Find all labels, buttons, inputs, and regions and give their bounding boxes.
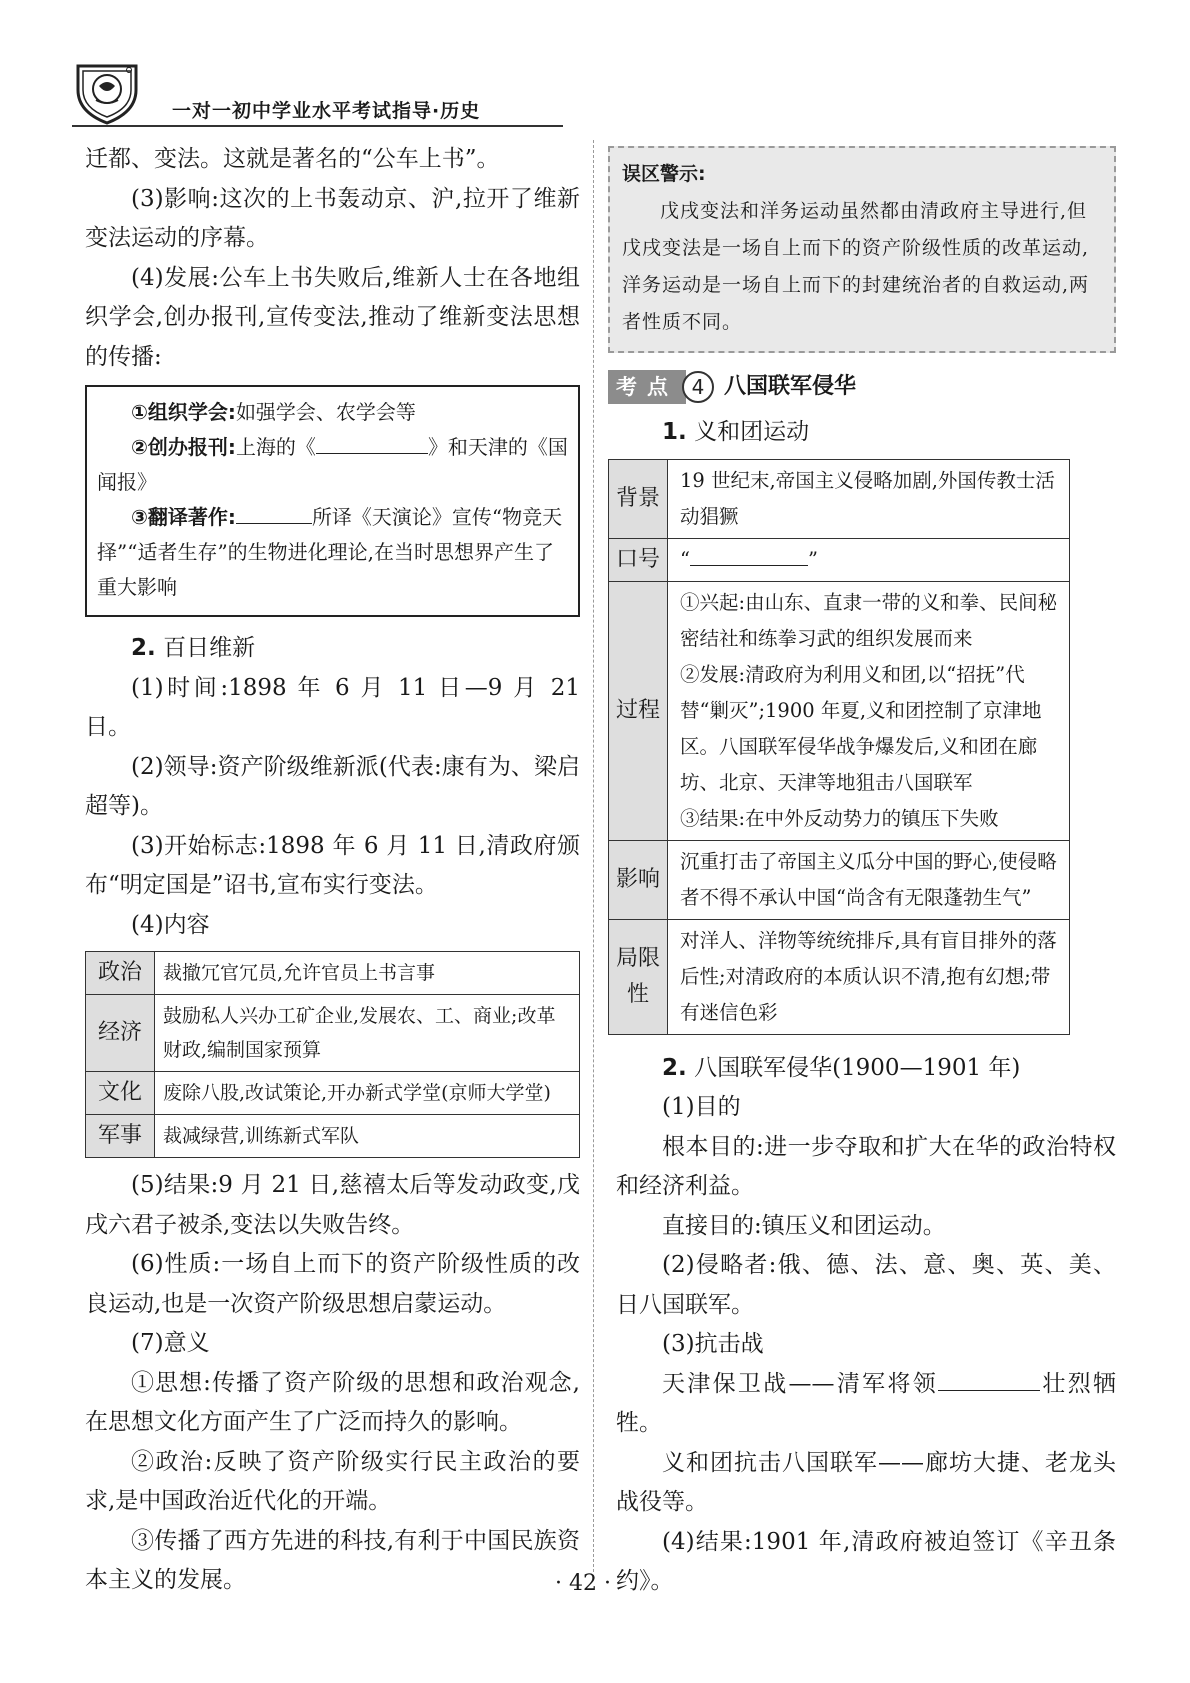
paragraph-time: (1)时间:1898 年 6 月 11 日—9 月 21 日。 (85, 674, 580, 740)
paragraph-boxer-resist: 义和团抗击八国联军——廊坊大捷、老龙头战役等。 (616, 1449, 1116, 1515)
table-cell: 废除八股,改试策论,开办新式学堂(京师大学堂) (155, 1072, 580, 1115)
paragraph-leader: (2)领导:资产阶级维新派(代表:康有为、梁启超等)。 (85, 753, 580, 819)
table-head-limitation: 局限性 (609, 919, 668, 1034)
process-development: ②发展:清政府为利用义和团,以“招抚”代替“剿灭”;1900 年夏,义和团控制了京津地区。八国联军侵华战争爆发后,义和团在廊坊、北京、天津等地狙击八国联军 (680, 662, 1042, 794)
box-item-newspapers (97, 430, 568, 500)
table-head: 军事 (86, 1115, 155, 1158)
fill-blank-general[interactable] (938, 1368, 1040, 1391)
reform-content-table (85, 951, 580, 1158)
section-title: 八国联军侵华(1900—1901 年) (694, 1054, 1021, 1081)
boxer-movement-table (608, 459, 1070, 1035)
table-head-slogan: 口号 (609, 538, 668, 581)
section-heading-hundred-days (85, 629, 580, 669)
fill-blank-newspaper[interactable] (316, 431, 428, 454)
paragraph-development: (4)发展:公车上书失败后,维新人士在各地组织学会,创办报刊,宣传变法,推动了维新变法思想的传播: (85, 264, 580, 370)
table-cell-process (668, 581, 1070, 840)
table-row (86, 995, 580, 1072)
table-head-impact: 影响 (609, 840, 668, 919)
section-heading-invasion (616, 1049, 1116, 1089)
box-label-newspapers: ②创办报刊: (131, 435, 236, 459)
paragraph-influence: (3)影响:这次的上书轰动京、沪,拉开了维新变法运动的序幕。 (85, 185, 580, 251)
table-head: 政治 (86, 952, 155, 995)
table-head: 文化 (86, 1072, 155, 1115)
kaodian-heading (608, 367, 1116, 407)
right-column (616, 140, 1116, 1602)
table-row (86, 952, 580, 995)
quote-close: ” (807, 547, 818, 571)
table-cell: 裁撤冗官冗员,允许官员上书言事 (155, 952, 580, 995)
column-divider (593, 140, 594, 1572)
tianjin-pre: 天津保卫战——清军将领 (662, 1370, 939, 1397)
paragraph-purpose-root: 根本目的:进一步夺取和扩大在华的政治特权和经济利益。 (616, 1133, 1116, 1199)
table-row (609, 840, 1070, 919)
warning-box (608, 146, 1116, 353)
fill-blank-translator[interactable] (236, 501, 312, 524)
box-label-translation: ③翻译著作: (131, 505, 236, 529)
process-rise: ①兴起:由山东、直隶一带的义和拳、民间秘密结社和练拳习武的组织发展而来 (680, 590, 1058, 650)
box-text-societies: 如强学会、农学会等 (235, 400, 416, 424)
table-row (609, 538, 1070, 581)
kaodian-label: 考点 (608, 370, 686, 404)
table-cell: 鼓励私人兴办工矿企业,发展农、工、商业;改革财政,编制国家预算 (155, 995, 580, 1072)
box-text-newspapers-pre: 上海的《 (235, 435, 316, 459)
kaodian-title: 八国联军侵华 (724, 374, 857, 400)
propaganda-box (85, 385, 580, 617)
section-number: 1. (662, 419, 687, 445)
section-title: 百日维新 (163, 635, 256, 661)
paragraph-outcome: (4)结果:1901 年,清政府被迫签订《辛丑条约》。 (616, 1528, 1116, 1594)
table-row (609, 459, 1070, 538)
quote-open: “ (680, 547, 690, 571)
left-column (85, 140, 580, 1601)
header-title: 一对一初中学业水平考试指导·历史 (172, 100, 481, 122)
tianjin-post: 壮烈牺牲。 (616, 1370, 1117, 1436)
table-cell-slogan (668, 538, 1070, 581)
paragraph-meaning-politics: ②政治:反映了资产阶级实行民主政治的要求,是中国政治近代化的开端。 (85, 1448, 580, 1514)
table-head-process: 过程 (609, 581, 668, 840)
paragraph-purpose-title: (1)目的 (662, 1094, 741, 1120)
box-label-societies: ①组织学会: (131, 400, 236, 424)
paragraph-purpose-direct: 直接目的:镇压义和团运动。 (662, 1212, 946, 1239)
box-text-newspapers-post: 》和天津的《国闻报》 (97, 435, 568, 494)
process-result: ③结果:在中外反动势力的镇压下失败 (680, 806, 999, 830)
section-heading-boxer (616, 413, 1116, 453)
table-cell-limitation: 对洋人、洋物等统统排斥,具有盲目排外的落后性;对清政府的本质认识不清,抱有幻想;带有迷信色彩 (668, 919, 1070, 1034)
paragraph-content-title: (4)内容 (131, 911, 210, 938)
paragraph-resist-title: (3)抗击战 (662, 1331, 764, 1357)
warning-title: 误区警示: (622, 163, 706, 185)
table-row (86, 1072, 580, 1115)
box-text-translation: 所译《天演论》宣传“物竞天择”“适者生存”的生物进化理论,在当时思想界产生了重大影响 (97, 505, 563, 599)
table-head: 经济 (86, 995, 155, 1072)
paragraph-meaning-title: (7)意义 (131, 1330, 210, 1356)
header-rule (72, 125, 563, 127)
paragraph-intro: 迁都、变法。这就是著名的“公车上书”。 (85, 146, 500, 172)
table-row (609, 919, 1070, 1034)
kaodian-number: 4 (682, 371, 714, 403)
paragraph-tianjin (616, 1365, 1116, 1444)
table-cell-impact: 沉重打击了帝国主义瓜分中国的野心,使侵略者不得不承认中国“尚含有无限蓬勃生气” (668, 840, 1070, 919)
table-cell: 裁减绿营,训练新式军队 (155, 1115, 580, 1158)
paragraph-nature: (6)性质:一场自上而下的资产阶级性质的改良运动,也是一次资产阶级思想启蒙运动。 (85, 1251, 580, 1317)
paragraph-meaning-tech: ③传播了西方先进的科技,有利于中国民族资本主义的发展。 (85, 1527, 580, 1593)
section-number: 2. (131, 635, 156, 661)
box-item-societies (97, 395, 568, 430)
table-head-background: 背景 (609, 459, 668, 538)
table-row (86, 1115, 580, 1158)
section-number: 2. (662, 1054, 687, 1081)
box-item-translation (97, 500, 568, 605)
paragraph-invaders: (2)侵略者:俄、德、法、意、奥、英、美、日八国联军。 (616, 1252, 1116, 1318)
table-cell-background: 19 世纪末,帝国主义侵略加剧,外国传教士活动猖獗 (668, 459, 1070, 538)
section-title: 义和团运动 (694, 419, 810, 445)
publisher-logo (72, 60, 142, 126)
warning-text: 戊戌变法和洋务运动虽然都由清政府主导进行,但戊戌变法是一场自上而下的资产阶级性质的改革运动,洋务运动是一场自上而下的封建统治者的自救运动,两者性质不同。 (622, 200, 1090, 333)
paragraph-meaning-thought: ①思想:传播了资产阶级的思想和政治观念,在思想文化方面产生了广泛而持久的影响。 (85, 1369, 580, 1435)
paragraph-result: (5)结果:9 月 21 日,慈禧太后等发动政变,戊戌六君子被杀,变法以失败告终。 (85, 1172, 580, 1238)
paragraph-start: (3)开始标志:1898 年 6 月 11 日,清政府颁布“明定国是”诏书,宣布实行变法。 (85, 832, 580, 898)
table-row (609, 581, 1070, 840)
page-number: · 42 · (555, 1571, 611, 1596)
fill-blank-slogan[interactable] (690, 543, 808, 566)
